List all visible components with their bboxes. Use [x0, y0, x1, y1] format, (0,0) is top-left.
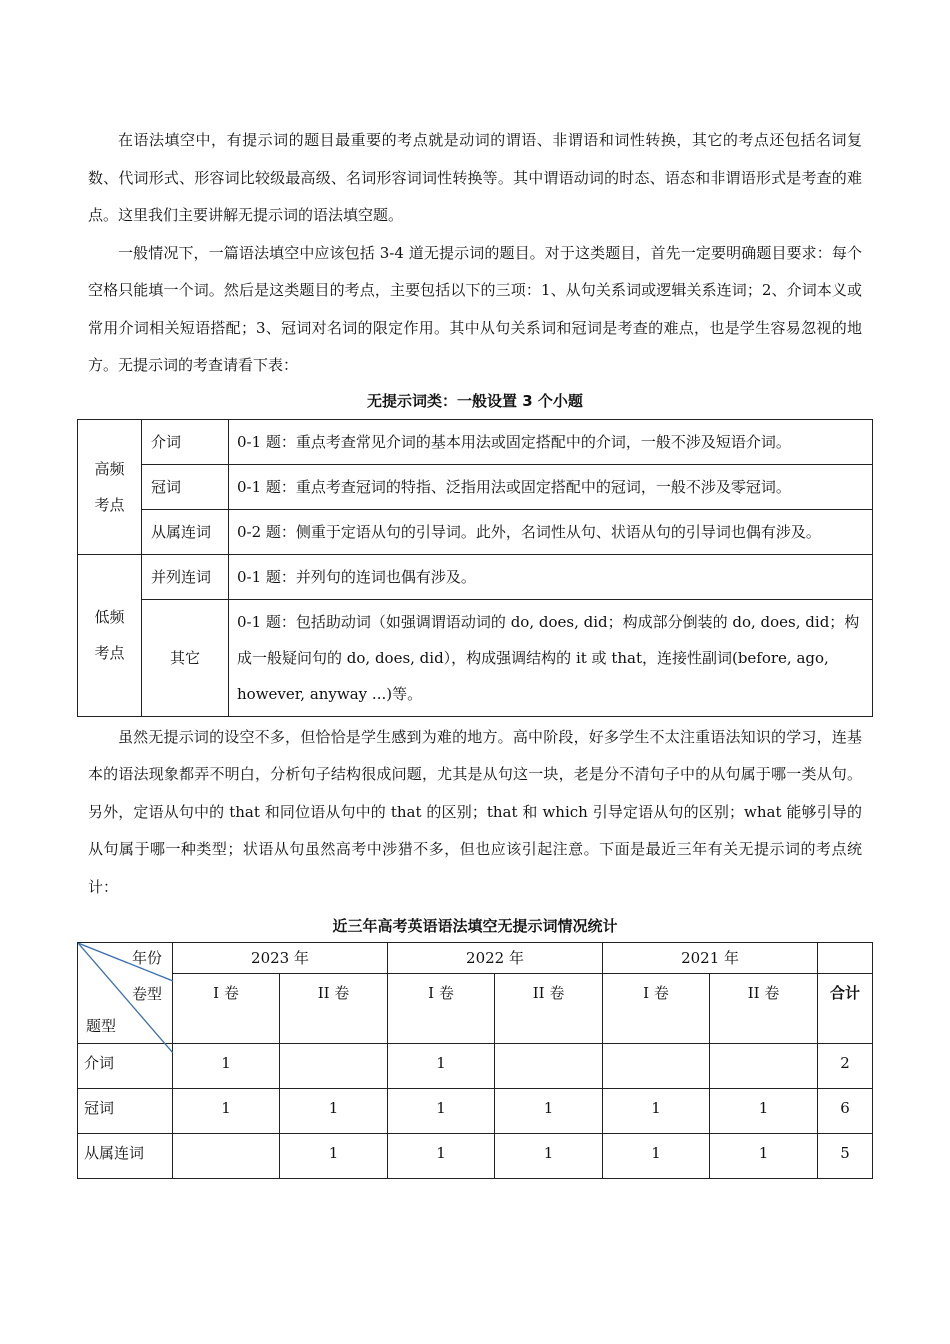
count-cell: 1 — [495, 1134, 603, 1179]
count-cell: 1 — [388, 1134, 495, 1179]
table-row — [78, 509, 873, 554]
table-row — [78, 464, 873, 509]
count-cell — [495, 1044, 603, 1089]
row-type: 从属连词 — [78, 1134, 173, 1179]
row-type: 介词 — [78, 1044, 173, 1089]
count-cell: 1 — [495, 1089, 603, 1134]
table1-caption: 无提示词类：一般设置 3 个小题 — [367, 391, 583, 410]
paper-header: I 卷 — [388, 974, 495, 1044]
table-row — [78, 1134, 873, 1179]
table-row — [78, 943, 873, 974]
table-row — [78, 419, 873, 464]
paper-header: I 卷 — [173, 974, 280, 1044]
table2-caption: 近三年高考英语语法填空无提示词情况统计 — [332, 917, 618, 935]
document-page — [84, 122, 862, 1179]
count-cell: 1 — [603, 1089, 710, 1134]
count-cell: 1 — [388, 1044, 495, 1089]
group-label-low: 低频 考点 — [78, 554, 142, 716]
total-header: 合计 — [818, 974, 873, 1044]
count-cell — [603, 1044, 710, 1089]
corner-year-label: 年份 — [131, 949, 162, 967]
count-cell: 1 — [388, 1089, 495, 1134]
total-cell: 2 — [818, 1044, 873, 1089]
count-cell: 1 — [280, 1134, 388, 1179]
desc-cell: 0-1 题：重点考查常见介词的基本用法或固定搭配中的介词，一般不涉及短语介词。 — [229, 419, 873, 464]
corner-type-label: 题型 — [86, 1017, 117, 1035]
table-row — [78, 974, 873, 1044]
paper-header: II 卷 — [280, 974, 388, 1044]
total-cell: 5 — [818, 1134, 873, 1179]
count-cell — [173, 1134, 280, 1179]
count-cell — [280, 1044, 388, 1089]
year-header: 2021 年 — [603, 943, 818, 974]
desc-cell: 0-1 题：并列句的连词也偶有涉及。 — [229, 554, 873, 599]
desc-cell: 0-1 题：重点考查冠词的特指、泛指用法或固定搭配中的冠词，一般不涉及零冠词。 — [229, 464, 873, 509]
count-cell: 1 — [710, 1134, 818, 1179]
count-cell: 1 — [173, 1044, 280, 1089]
paper-header: II 卷 — [710, 974, 818, 1044]
count-cell: 1 — [603, 1134, 710, 1179]
type-cell: 冠词 — [142, 464, 229, 509]
count-cell: 1 — [173, 1089, 280, 1134]
type-cell: 从属连词 — [142, 509, 229, 554]
table-row — [78, 554, 873, 599]
intro-paragraph: 在语法填空中，有提示词的题目最重要的考点就是动词的谓语、非谓语和词性转换，其它的考点还包括名词复数、代词形式、形容词比较级最高级、名词形容词词性转换等。其中谓语动词的时态、语态和非谓语形式是考查的难点。这里我们主要讲解无提示词的语法填空题。 — [88, 131, 862, 224]
count-cell — [710, 1044, 818, 1089]
statistics-table — [77, 942, 873, 1179]
desc-cell: 0-2 题：侧重于定语从句的引导词。此外，名词性从句、状语从句的引导词也偶有涉及。 — [229, 509, 873, 554]
desc-cell: 0-1 题：包括助动词（如强调谓语动词的 do, does, did；构成部分倒装的 do, does, did；构成一般疑问句的 do, does, did），构成强调结构的 it 或 that，连接性副词(before, ago, however, anyway ...)等。 — [229, 599, 873, 716]
corner-paper-label: 卷型 — [131, 985, 162, 1003]
year-header: 2022 年 — [388, 943, 603, 974]
group-label-high: 高频 考点 — [78, 419, 142, 554]
type-cell: 并列连词 — [142, 554, 229, 599]
paper-header: I 卷 — [603, 974, 710, 1044]
overview-paragraph: 一般情况下，一篇语法填空中应该包括 3-4 道无提示词的题目。对于这类题目，首先一定要明确题目要求：每个空格只能填一个词。然后是这类题目的考点，主要包括以下的三项：1、从句关系词或逻辑关系连词；2、介词本义或常用介词相关短语搭配；3、冠词对名词的限定作用。其中从句关系词和冠词是考查的难点，也是学生容易忽视的地方。无提示词的考查请看下表： — [88, 243, 862, 374]
no-hint-word-table — [77, 419, 873, 717]
year-header: 2023 年 — [173, 943, 388, 974]
blank-header — [818, 943, 873, 974]
type-cell: 介词 — [142, 419, 229, 464]
type-cell: 其它 — [142, 599, 229, 716]
count-cell: 1 — [710, 1089, 818, 1134]
table-row — [78, 1089, 873, 1134]
analysis-paragraph: 虽然无提示词的设空不多，但恰恰是学生感到为难的地方。高中阶段，好多学生不太注重语法知识的学习，连基本的语法现象都弄不明白，分析句子结构很成问题，尤其是从句这一块，老是分不清句子中的从句属于哪一类从句。另外，定语从句中的 that 和同位语从句中的 that 的区别；that 和 which 引导定语从句的区别；what 能够引导的从句属于哪一种类型；状语从句虽然高考中涉猎不多，但也应该引起注意。下面是最近三年有关无提示词的考点统计： — [88, 727, 862, 896]
count-cell: 1 — [280, 1089, 388, 1134]
diagonal-header-cell — [78, 943, 173, 1044]
table-row — [78, 1044, 873, 1089]
row-type: 冠词 — [78, 1089, 173, 1134]
table-row — [78, 599, 873, 716]
total-cell: 6 — [818, 1089, 873, 1134]
paper-header: II 卷 — [495, 974, 603, 1044]
